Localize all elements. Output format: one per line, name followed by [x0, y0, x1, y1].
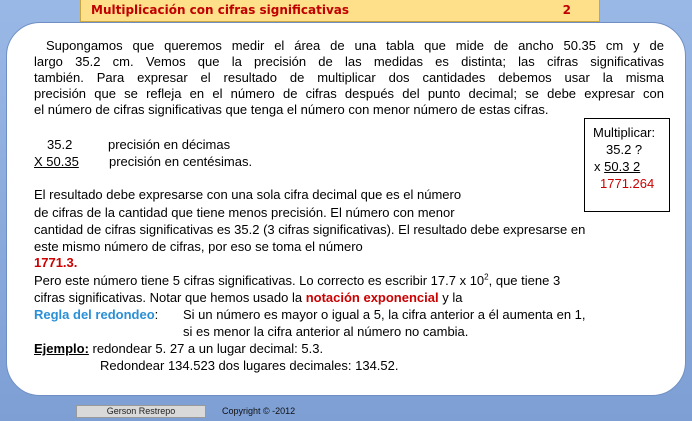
intro-paragraph	[34, 38, 664, 118]
multiply-box	[584, 118, 670, 212]
example-text: redondear 5. 27 a un lugar decimal: 5.3.	[88, 341, 324, 356]
body-text: , que tiene 3	[488, 273, 561, 288]
factor-1: 35.2	[47, 137, 73, 152]
notacion-exponencial-link[interactable]: notación exponencial	[305, 290, 439, 305]
factor-2: X 50.35	[34, 154, 79, 169]
exponent: 2	[484, 272, 489, 282]
body-line	[34, 290, 462, 306]
body-line: El resultado debe expresarse con una sola cifra decimal que es el número	[34, 187, 462, 202]
box-product: 1771.264	[600, 176, 655, 191]
example-label: Ejemplo:	[34, 341, 89, 356]
intro-line: largo 35.2 cm. Vemos que la precisión de las medidas es distinta; las cifras significativas	[34, 54, 664, 69]
rule-text-2: si es menor la cifra anterior al número no cambia.	[183, 324, 469, 339]
box-factor-2-line	[594, 159, 640, 175]
colon: :	[154, 307, 159, 322]
rounding-rule-line	[34, 307, 158, 323]
rule-text-1: Si un número es mayor o igual a 5, la cifra anterior a él aumenta en 1,	[183, 307, 586, 322]
page-number: 2	[562, 3, 571, 17]
page-title: Multiplicación con cifras significativas	[91, 3, 350, 17]
factor-2-desc: precisión en centésimas.	[109, 154, 253, 169]
body-line: de cifras de la cantidad que tiene menos precisión. El número con menor	[34, 205, 455, 220]
body-text: Pero este número tiene 5 cifras significativas. Lo correcto es escribir 17.7 x 10	[34, 273, 485, 288]
copyright: Copyright © -2012	[222, 406, 296, 416]
rounded-result: 1771.3.	[34, 255, 78, 270]
title-bar	[80, 0, 600, 22]
intro-line: Supongamos que queremos medir el área de una tabla que mide de ancho 50.35 cm y de	[46, 38, 664, 53]
intro-line: el número de cifras significativas que tenga el número con menor número de estas cifras.	[34, 102, 549, 117]
body-text: y la	[438, 290, 463, 305]
body-line	[34, 273, 560, 289]
box-times: x	[594, 159, 605, 174]
example-text-2: Redondear 134.523 dos lugares decimales: 134.52.	[100, 358, 399, 373]
example-line	[34, 341, 323, 357]
body-line: cantidad de cifras significativas es 35.2 (3 cifras significativas). El resultado debe expresarse en	[34, 222, 586, 237]
factor-1-desc: precisión en décimas	[108, 137, 231, 152]
intro-line: precisión que se refleja en el número de cifras después del punto decimal; se debe expresar con	[34, 86, 664, 101]
body-line: este mismo número de cifras, por eso se toma el número	[34, 239, 363, 254]
intro-line: también. Para expresar el resultado de multiplicar dos cantidades debemos usar la misma	[34, 70, 664, 85]
content-panel	[6, 22, 686, 396]
author-badge: Gerson Restrepo	[76, 405, 206, 418]
box-label: Multiplicar:	[593, 125, 656, 140]
box-factor-1: 35.2 ?	[606, 142, 643, 157]
box-factor-2: 50.3 2	[604, 159, 641, 174]
body-text: cifras significativas. Notar que hemos usado la	[34, 290, 306, 305]
regla-redondeo-link[interactable]: Regla del redondeo	[34, 307, 155, 322]
